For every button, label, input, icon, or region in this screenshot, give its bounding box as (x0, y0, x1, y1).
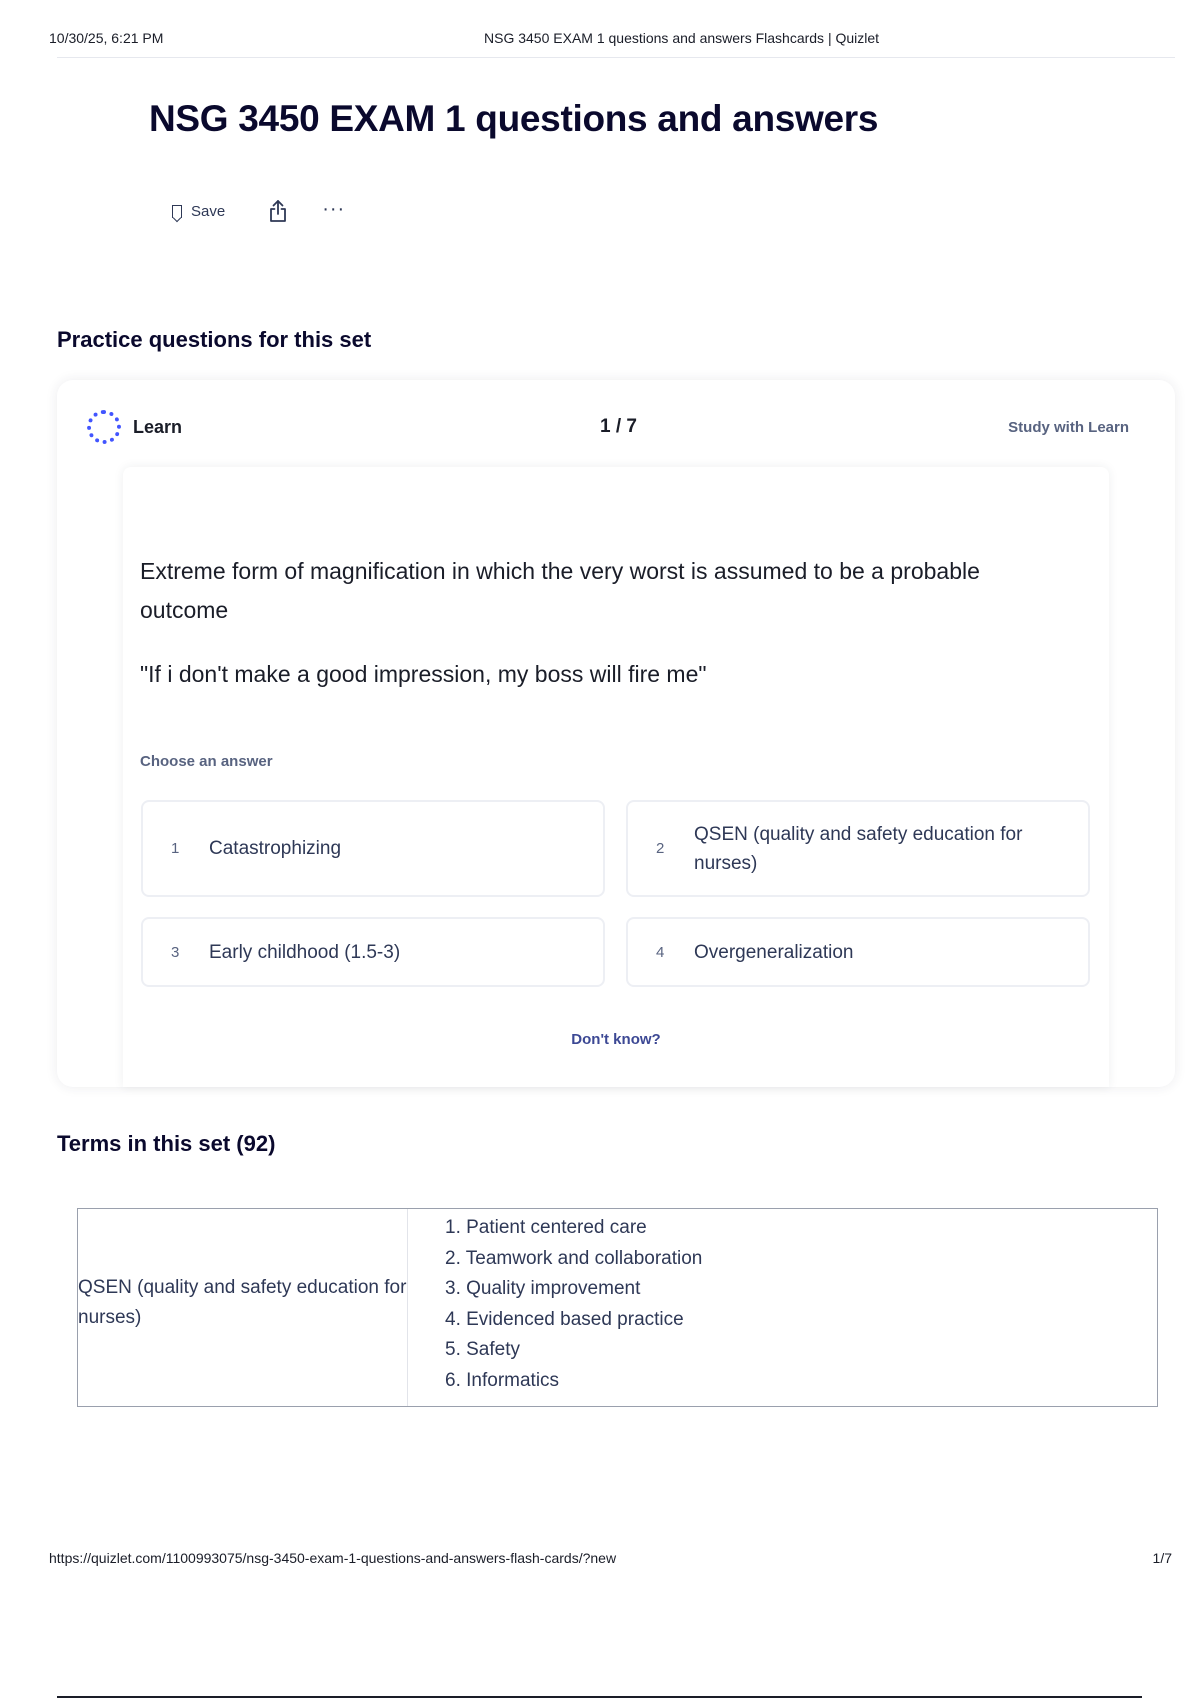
set-actions (172, 196, 345, 226)
question-quote: "If i don't make a good impression, my boss will fire me" (140, 661, 707, 687)
definition-cell (445, 1213, 702, 1396)
answer-number: 4 (656, 943, 665, 961)
learn-mode-icon (87, 410, 121, 444)
study-with-learn-link[interactable]: Study with Learn (1008, 419, 1129, 436)
page-url: https://quizlet.com/1100993075/nsg-3450-exam-1-questions-and-answers-flash-cards/?new (49, 1550, 617, 1566)
more-options-icon: ··· (322, 198, 346, 220)
definition-line: 4. Evidenced based practice (445, 1308, 684, 1330)
answer-text: Catastrophizing (209, 838, 342, 859)
definition-line: 1. Patient centered care (445, 1217, 647, 1238)
save-label: Save (191, 202, 226, 220)
choose-answer-label: Choose an answer (140, 753, 273, 770)
more-options-button[interactable] (322, 198, 346, 220)
share-button[interactable] (267, 198, 289, 224)
definition-line: 2. Teamwork and collaboration (445, 1247, 703, 1269)
term-cell: QSEN (quality and safety education for nurses) (78, 1277, 407, 1328)
definition-line: 3. Quality improvement (445, 1278, 641, 1299)
bottom-divider (57, 1696, 1142, 1698)
print-datetime: 10/30/25, 6:21 PM (49, 30, 164, 46)
answer-text: Early childhood (1.5-3) (209, 941, 401, 963)
page-title: NSG 3450 EXAM 1 questions and answers (149, 98, 879, 139)
answer-option-3[interactable] (141, 917, 605, 987)
practice-heading: Practice questions for this set (57, 327, 372, 352)
answer-number: 3 (171, 943, 180, 961)
dont-know-button[interactable]: Don't know? (571, 1031, 661, 1048)
answer-option-2[interactable] (626, 800, 1090, 897)
question-progress: 1 / 7 (600, 416, 637, 437)
share-icon (268, 199, 288, 223)
save-button[interactable] (172, 203, 225, 220)
column-divider (407, 1209, 408, 1406)
answer-option-4[interactable] (626, 917, 1090, 987)
print-header (49, 30, 1168, 48)
definition-line: 5. Safety (445, 1339, 520, 1360)
question-card (123, 467, 1109, 1087)
bookmark-icon (172, 205, 182, 218)
answer-text: QSEN (quality and safety education for nurses) (694, 823, 1023, 874)
learn-mode-label: Learn (133, 417, 183, 437)
learn-header (87, 410, 1129, 444)
answer-text: Overgeneralization (694, 941, 854, 963)
definition-line: 6. Informatics (445, 1369, 560, 1391)
learn-panel (57, 380, 1175, 1087)
terms-table (77, 1208, 1158, 1407)
header-divider (57, 57, 1175, 58)
answer-number: 1 (171, 840, 180, 857)
answer-option-1[interactable] (141, 800, 605, 897)
print-document-title: NSG 3450 EXAM 1 questions and answers Flashcards | Quizlet (484, 30, 880, 46)
answer-number: 2 (656, 840, 665, 857)
question-text: Extreme form of magnification in which the very worst is assumed to be a probable outcome (140, 558, 980, 623)
terms-heading: Terms in this set (92) (57, 1131, 276, 1156)
print-footer (49, 1550, 1172, 1568)
page-number: 1/7 (1152, 1550, 1172, 1566)
